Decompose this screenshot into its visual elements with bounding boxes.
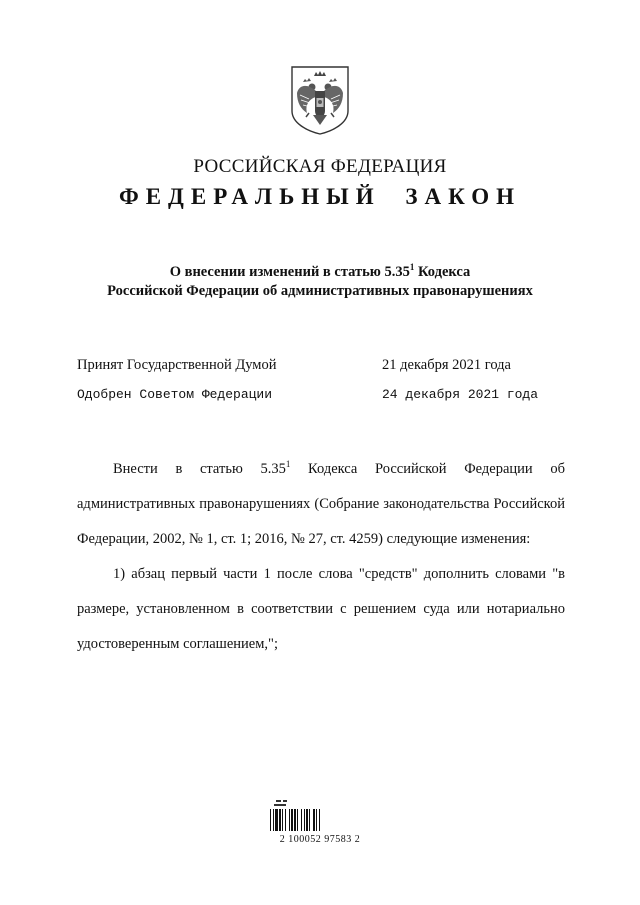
body-paragraph-intro xyxy=(77,452,565,557)
adoption-date: 24 декабря 2021 года xyxy=(382,387,539,402)
adoption-row-council xyxy=(77,387,567,402)
paragraph-text: Внести в статью 5.35 xyxy=(113,461,286,477)
law-body xyxy=(77,452,565,662)
law-title-text: О внесении изменений в статью 5.35 xyxy=(169,264,410,280)
law-title-text-end: Кодекса xyxy=(414,264,471,280)
article-superscript: 1 xyxy=(409,262,415,273)
adoption-label: Принят Государственной Думой xyxy=(77,357,277,373)
law-title xyxy=(0,263,640,301)
paragraph-text-rest: Кодекса Российской Федерации об административных правонарушениях (Собрание законодательства Российской Федерации, 2002, № 1, ст. 1; 2016, № 27, ст. 4259) следующие изменения: xyxy=(77,461,565,547)
law-type-heading: ФЕДЕРАЛЬНЫЙ ЗАКОН xyxy=(118,184,522,209)
coat-of-arms-icon xyxy=(287,63,353,137)
adoption-date: 21 декабря 2021 года xyxy=(382,357,511,373)
article-superscript: 1 xyxy=(285,459,291,470)
adoption-row-duma xyxy=(77,357,567,374)
adoption-label: Одобрен Советом Федерации xyxy=(77,387,273,402)
country-name: РОССИЙСКАЯ ФЕДЕРАЦИЯ xyxy=(193,156,447,177)
barcode-icon xyxy=(262,800,346,860)
body-paragraph-amendment-1: 1) абзац первый части 1 после слова "средств" дополнить словами "в размере, установленном в соответствии с решением суда или нотариально удостоверенным соглашением,"; xyxy=(77,566,565,652)
law-title-line-2: Российской Федерации об административных правонарушениях xyxy=(107,283,533,299)
barcode-number: 2 100052 97583 2 xyxy=(279,834,361,845)
law-title-line-1 xyxy=(0,263,640,282)
